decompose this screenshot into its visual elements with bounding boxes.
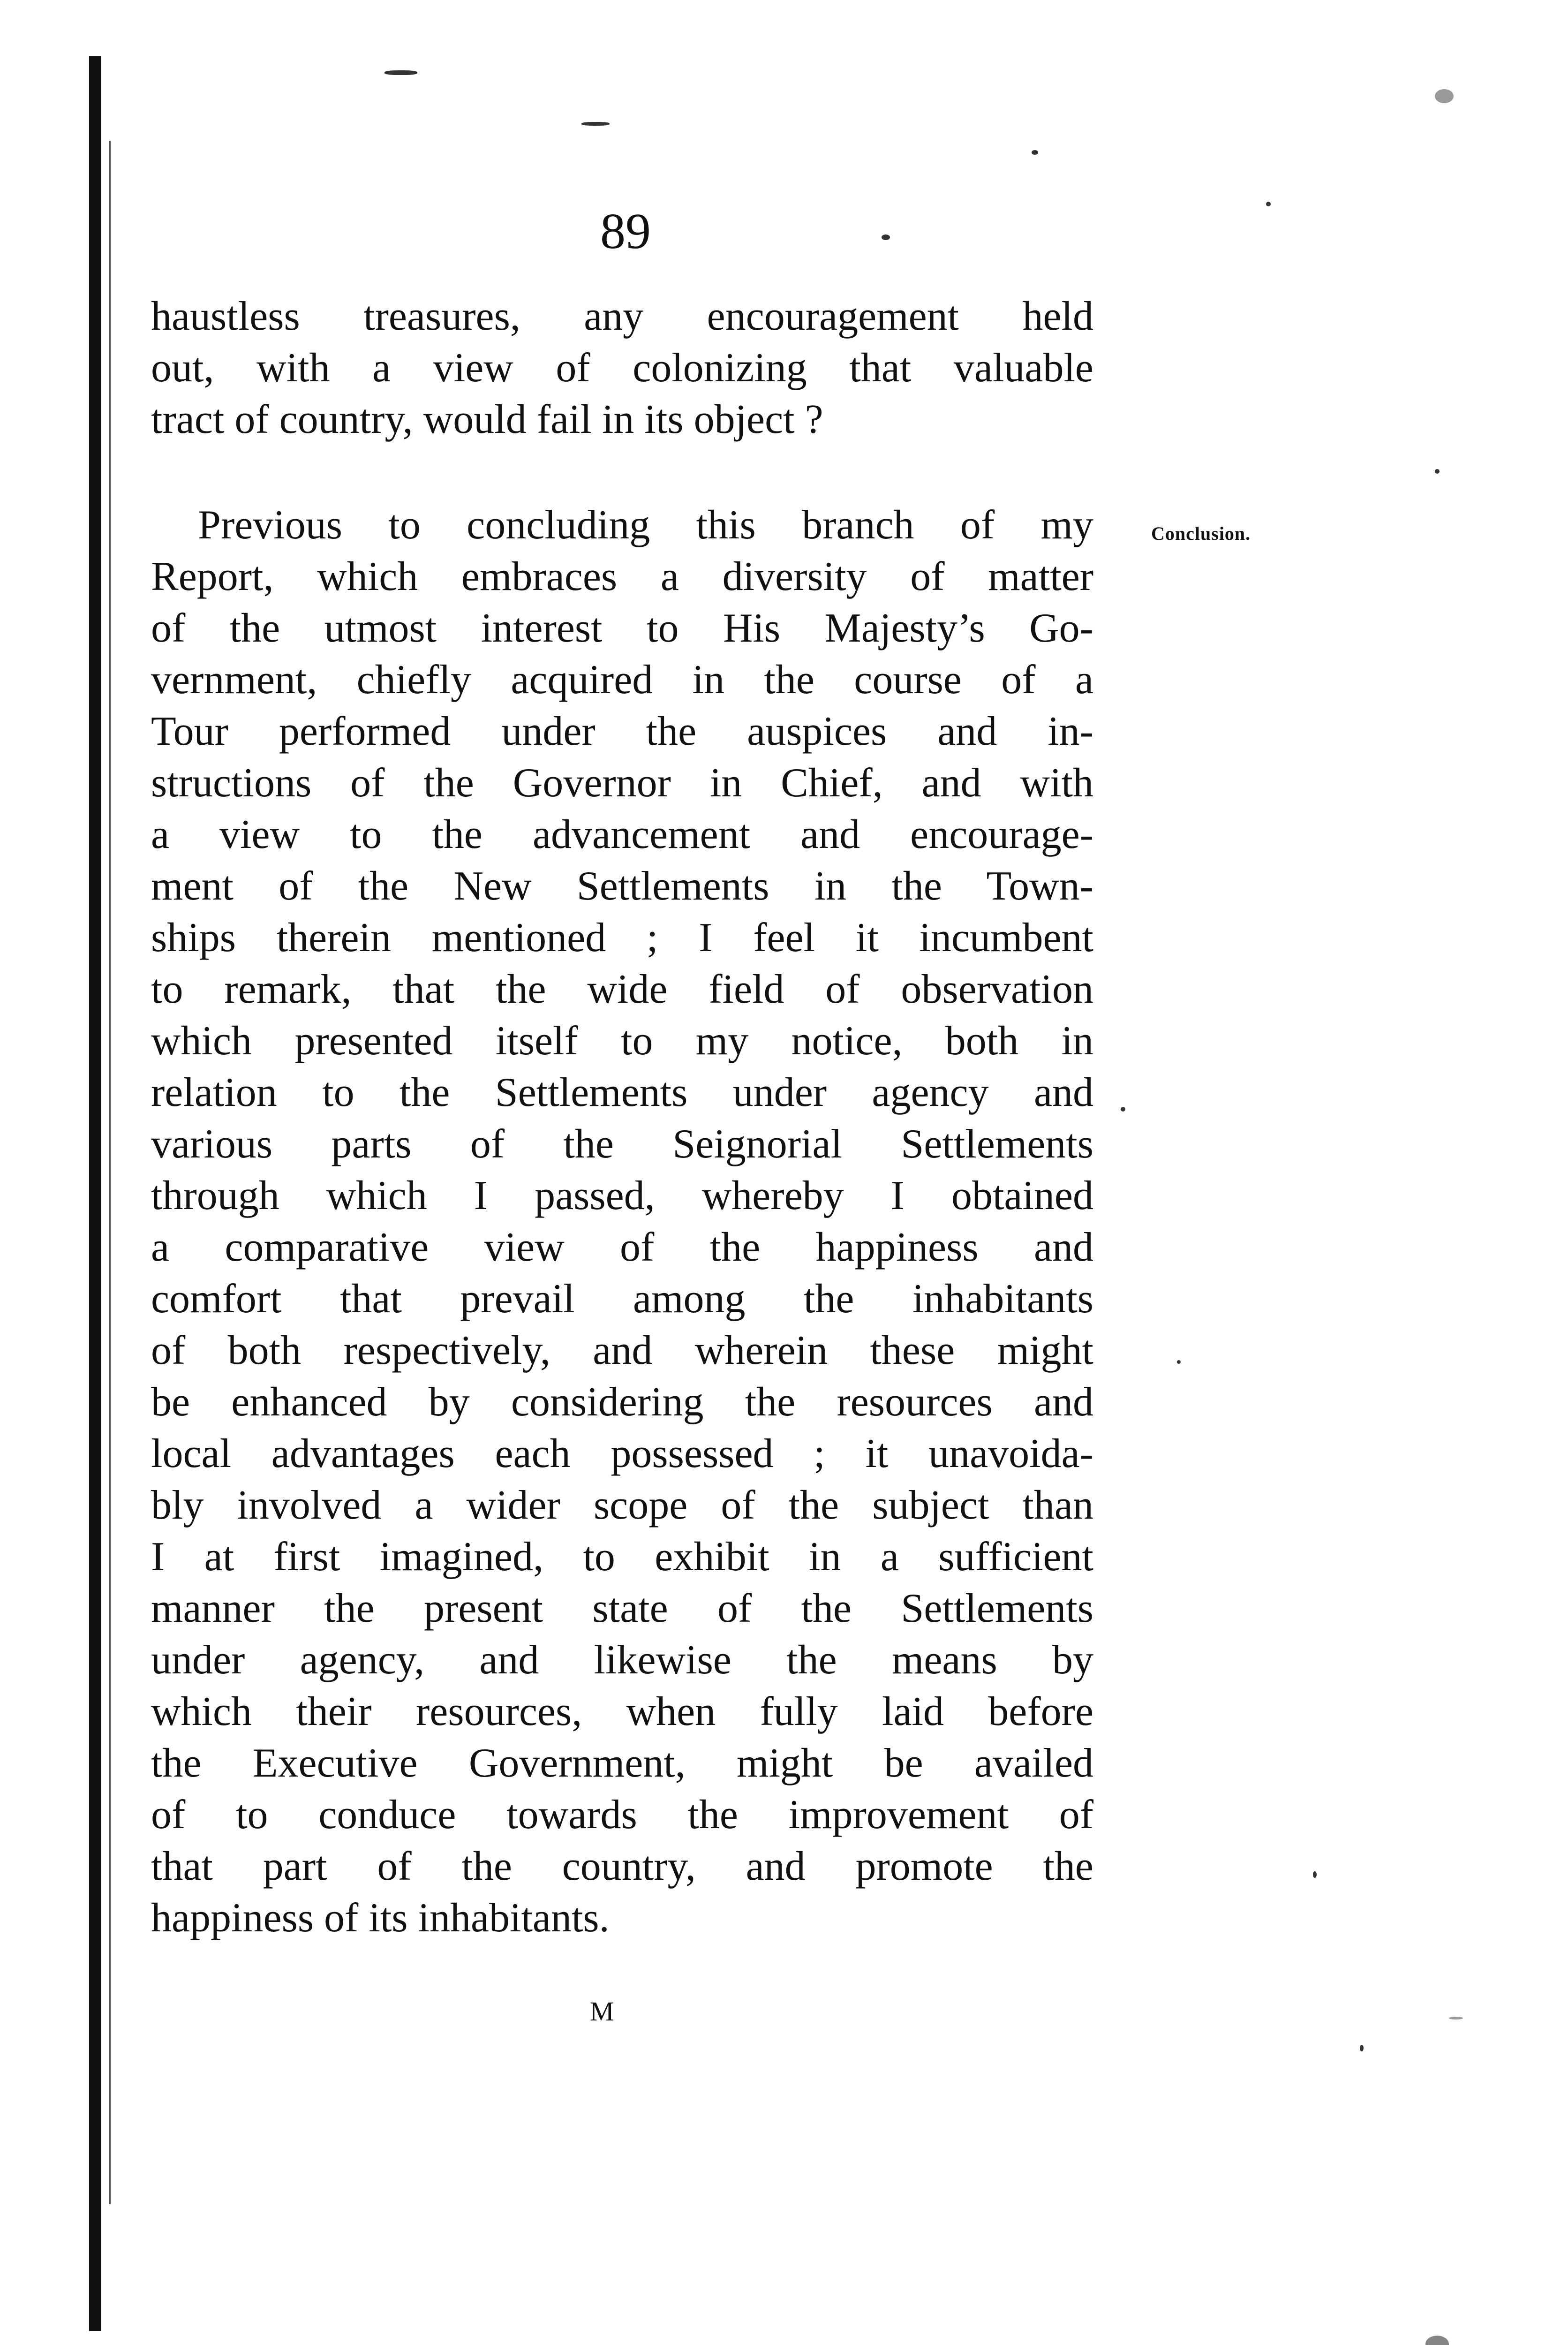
- scan-speck: [1435, 469, 1440, 474]
- scan-speck: [384, 70, 417, 75]
- scan-speck: [1121, 1107, 1125, 1112]
- paragraph-gap: [151, 446, 1093, 499]
- text-line: out, with a view of colonizing that valuable: [151, 345, 1093, 391]
- binding-edge-rule: [89, 56, 101, 2331]
- text-line: be enhanced by considering the resources and: [151, 1379, 1093, 1425]
- scan-speck: [1435, 89, 1454, 103]
- text-line: ment of the New Settlements in the Town-: [151, 863, 1093, 909]
- text-line: which presented itself to my notice, both in: [151, 1018, 1093, 1064]
- scan-speck: [882, 234, 890, 240]
- scan-speck: [1425, 2336, 1449, 2345]
- text-line: tract of country, would fail in its object ?: [151, 397, 823, 442]
- scan-speck: [1313, 1871, 1317, 1878]
- text-line: comfort that prevail among the inhabitants: [151, 1276, 1093, 1322]
- text-line: ships therein mentioned ; I feel it incumbent: [151, 915, 1093, 961]
- margin-note: Conclusion.: [1151, 523, 1251, 544]
- text-line: through which I passed, whereby I obtained: [151, 1173, 1093, 1218]
- text-line: the Executive Government, might be availed: [151, 1740, 1093, 1786]
- text-line: vernment, chiefly acquired in the course of a: [151, 657, 1093, 703]
- scan-speck: [1266, 202, 1271, 206]
- scan-speck: [1177, 1360, 1181, 1364]
- text-line: a comparative view of the happiness and: [151, 1225, 1093, 1270]
- text-line: a view to the advancement and encourage-: [151, 812, 1093, 857]
- scan-speck: [1360, 2045, 1364, 2051]
- text-line: bly involved a wider scope of the subject than: [151, 1483, 1093, 1528]
- signature-mark: M: [590, 1996, 614, 2027]
- scan-speck: [581, 122, 610, 126]
- text-line: Report, which embraces a diversity of matter: [151, 554, 1093, 599]
- text-line: that part of the country, and promote the: [151, 1844, 1093, 1889]
- binding-edge-line: [109, 141, 111, 2204]
- scan-speck: [1449, 2017, 1463, 2020]
- body-text: [151, 291, 1093, 1944]
- scan-speck: [1032, 150, 1038, 155]
- paragraph-1: [151, 291, 1093, 446]
- text-line: under agency, and likewise the means by: [151, 1637, 1093, 1683]
- text-line: happiness of its inhabitants.: [151, 1895, 610, 1941]
- text-line: of to conduce towards the improvement of: [151, 1792, 1093, 1838]
- text-line: Tour performed under the auspices and in-: [151, 709, 1093, 754]
- paragraph-2: [151, 499, 1093, 1944]
- text-line: Previous to concluding this branch of my: [198, 502, 1093, 548]
- text-line: which their resources, when fully laid before: [151, 1689, 1093, 1734]
- text-line: structions of the Governor in Chief, and with: [151, 760, 1093, 806]
- text-line: various parts of the Seignorial Settlements: [151, 1121, 1093, 1167]
- text-line: to remark, that the wide field of observation: [151, 967, 1093, 1012]
- text-line: manner the present state of the Settlements: [151, 1586, 1093, 1631]
- text-line: local advantages each possessed ; it unavoida-: [151, 1431, 1093, 1476]
- text-line: I at first imagined, to exhibit in a sufficient: [151, 1534, 1093, 1580]
- page-number: 89: [600, 204, 651, 259]
- text-line: relation to the Settlements under agency and: [151, 1070, 1093, 1115]
- text-line: of both respectively, and wherein these might: [151, 1328, 1093, 1373]
- text-line: haustless treasures, any encouragement held: [151, 294, 1093, 339]
- text-line: of the utmost interest to His Majesty’s Go-: [151, 605, 1093, 651]
